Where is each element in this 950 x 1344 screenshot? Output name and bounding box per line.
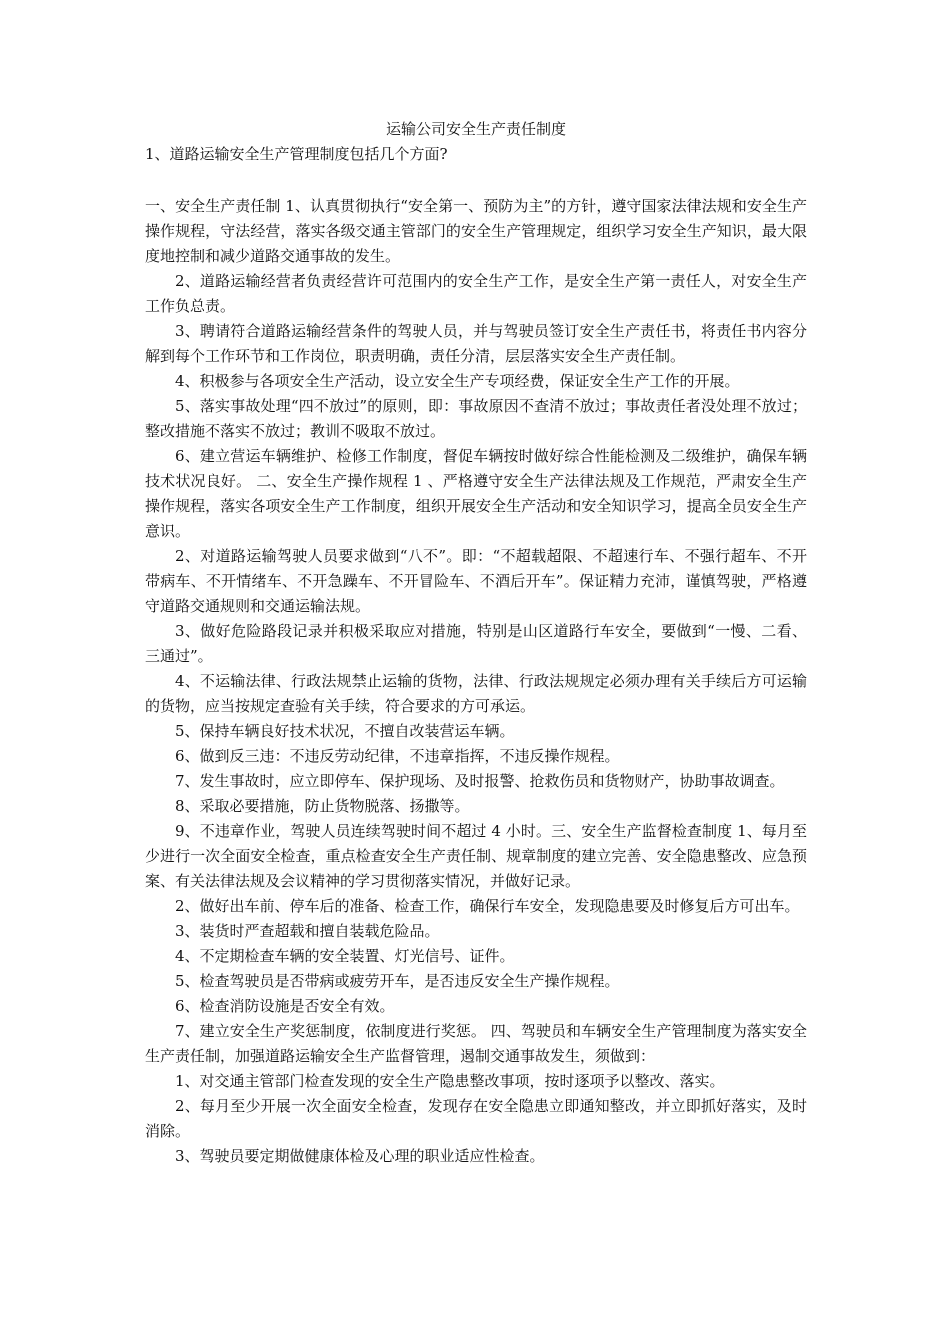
body-paragraph: 7、发生事故时，应立即停车、保护现场、及时报警、抢救伤员和货物财产，协助事故调查。: [175, 772, 785, 790]
body-paragraph: 8、采取必要措施，防止货物脱落、扬撒等。: [175, 797, 470, 815]
body-paragraph: 4、不运输法律、行政法规禁止运输的货物，法律、行政法规规定必须办理有关手续后方可运输的货物，应当按规定查验有关手续，符合要求的方可承运。: [145, 672, 807, 715]
body-paragraph: 2、每月至少开展一次全面安全检查，发现存在安全隐患立即通知整改，并立即抓好落实，及时消除。: [145, 1097, 807, 1140]
body-paragraph: 5、检查驾驶员是否带病或疲劳开车，是否违反安全生产操作规程。: [175, 972, 620, 990]
body-paragraph: 3、装货时严查超载和擅自装载危险品。: [175, 922, 440, 940]
document-title: 运输公司安全生产责任制度: [385, 120, 566, 138]
body-paragraph: 5、落实事故处理“四不放过”的原则，即：事故原因不查清不放过；事故责任者没处理不放过；整改措施不落实不放过；教训不吸取不放过。: [145, 397, 807, 440]
body-paragraph: 2、道路运输经营者负责经营许可范围内的安全生产工作，是安全生产第一责任人，对安全生产工作负总责。: [145, 272, 807, 315]
body-paragraph: 3、聘请符合道路运输经营条件的驾驶人员，并与驾驶员签订安全生产责任书，将责任书内容分解到每个工作环节和工作岗位，职责明确，责任分清，层层落实安全生产责任制。: [145, 322, 807, 365]
body-paragraph: 一、安全生产责任制 1、认真贯彻执行“安全第一、预防为主”的方针，遵守国家法律法规和安全生产操作规程，守法经营，落实各级交通主管部门的安全生产管理规定，组织学习安全生产知识，最大限度地控制和减少道路交通事故的发生。: [145, 197, 807, 265]
document-question: 1、道路运输安全生产管理制度包括几个方面?: [145, 145, 448, 163]
body-paragraph: 4、积极参与各项安全生产活动，设立安全生产专项经费，保证安全生产工作的开展。: [175, 372, 740, 390]
body-paragraph: 9、不违章作业，驾驶人员连续驾驶时间不超过 4 小时。三、安全生产监督检查制度 1、每月至少进行一次全面安全检查，重点检查安全生产责任制、规章制度的建立完善、安全隐患整改、应急预案、有关法律法规及会议精神的学习贯彻落实情况，并做好记录。: [145, 822, 807, 890]
body-paragraph: 3、驾驶员要定期做健康体检及心理的职业适应性检查。: [175, 1147, 545, 1165]
body-paragraph: 4、不定期检查车辆的安全装置、灯光信号、证件。: [175, 947, 515, 965]
body-paragraph: 6、建立营运车辆维护、检修工作制度，督促车辆按时做好综合性能检测及二级维护，确保车辆技术状况良好。 二、安全生产操作规程 1 、严格遵守安全生产法律法规及工作规范，严肃安全生产操作规程，落实各项安全生产工作制度，组织开展安全生产活动和安全知识学习，提高全员安全生产意识。: [145, 447, 807, 540]
body-paragraph: 6、做到反三违：不违反劳动纪律，不违章指挥，不违反操作规程。: [175, 747, 620, 765]
document-page: [145, 117, 807, 1169]
body-paragraph: 3、做好危险路段记录并积极采取应对措施，特别是山区道路行车安全，要做到“一慢、二看、三通过”。: [145, 622, 807, 665]
body-paragraph: 2、对道路运输驾驶人员要求做到“八不”。即：“不超载超限、不超速行车、不强行超车、不开带病车、不开情绪车、不开急躁车、不开冒险车、不酒后开车”。保证精力充沛，谨慎驾驶，严格遵守道路交通规则和交通运输法规。: [145, 547, 807, 615]
document-body: [145, 194, 807, 1169]
body-paragraph: 6、检查消防设施是否安全有效。: [175, 997, 395, 1015]
blank-line: [145, 167, 807, 194]
body-paragraph: 5、保持车辆良好技术状况，不擅自改装营运车辆。: [175, 722, 515, 740]
body-paragraph: 7、建立安全生产奖惩制度，依制度进行奖惩。 四、驾驶员和车辆安全生产管理制度为落实安全生产责任制，加强道路运输安全生产监督管理，遏制交通事故发生，须做到：: [145, 1022, 807, 1065]
body-paragraph: 2、做好出车前、停车后的准备、检查工作，确保行车安全，发现隐患要及时修复后方可出车。: [175, 897, 800, 915]
body-paragraph: 1、对交通主管部门检查发现的安全生产隐患整改事项，按时逐项予以整改、落实。: [175, 1072, 725, 1090]
